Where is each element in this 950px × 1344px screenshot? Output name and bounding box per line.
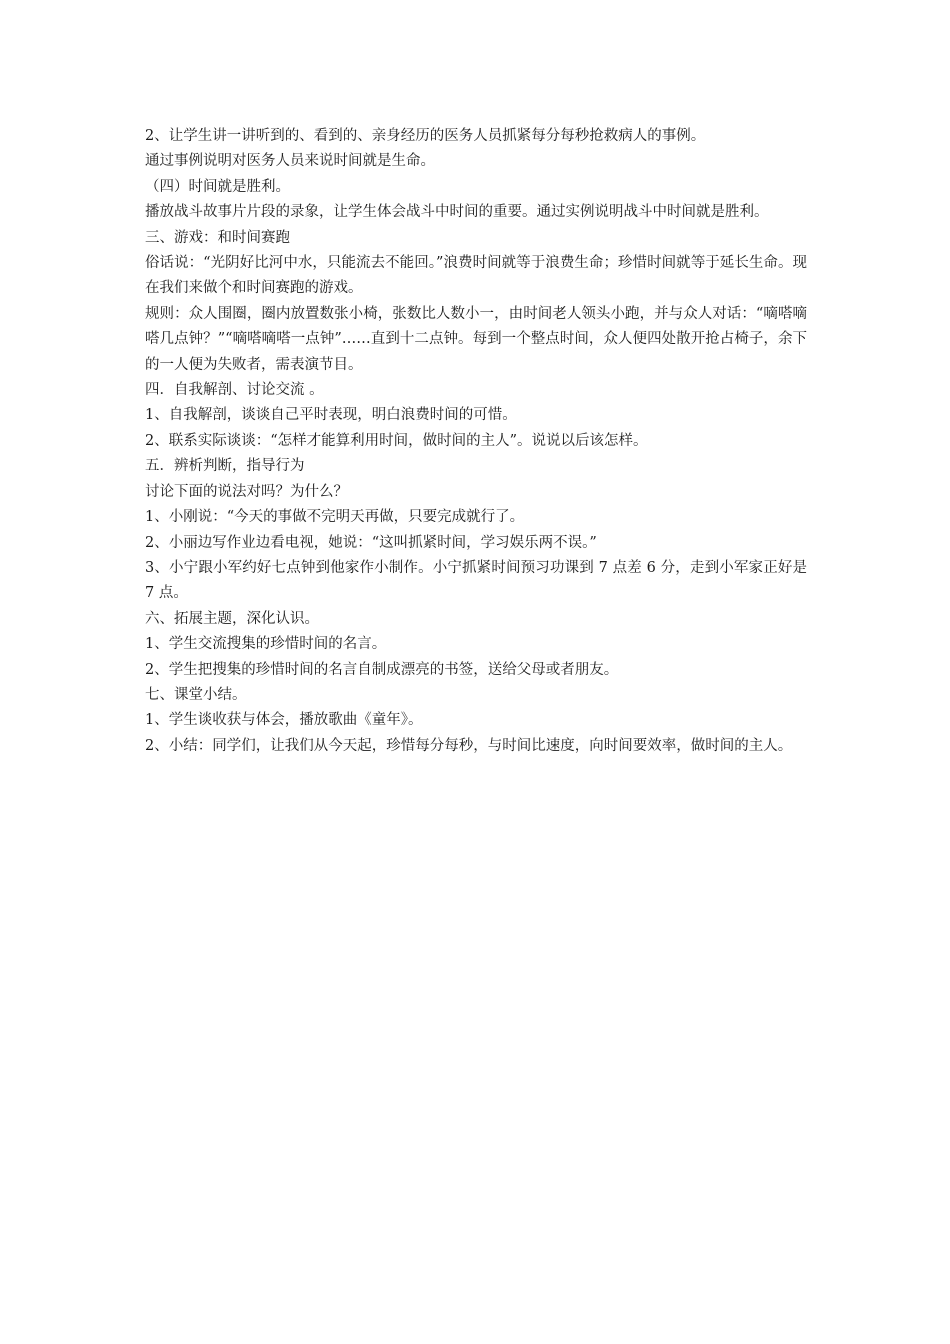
section-heading: 三、游戏：和时间赛跑 bbox=[145, 229, 290, 246]
section-heading: 六、拓展主题，深化认识。 bbox=[145, 610, 319, 627]
list-item: 2、小丽边写作业边看电视，她说：“这叫抓紧时间，学习娱乐两不误。” bbox=[145, 534, 597, 551]
document-body bbox=[145, 124, 807, 759]
section-heading: 五．辨析判断，指导行为 bbox=[145, 458, 305, 475]
section-heading: （四）时间就是胜利。 bbox=[145, 178, 290, 195]
paragraph: 俗话说：“光阴好比河中水，只能流去不能回。”浪费时间就等于浪费生命；珍惜时间就等于延长生命。现在我们来做个和时间赛跑的游戏。 bbox=[145, 255, 807, 297]
section-heading: 四．自我解剖、讨论交流 。 bbox=[145, 382, 324, 399]
paragraph: 通过事例说明对医务人员来说时间就是生命。 bbox=[145, 153, 435, 170]
list-item: 1、自我解剖，谈谈自己平时表现，明白浪费时间的可惜。 bbox=[145, 407, 517, 424]
list-item: 1、学生谈收获与体会，播放歌曲《童年》。 bbox=[145, 712, 423, 729]
list-item: 1、小刚说：“今天的事做不完明天再做，只要完成就行了。 bbox=[145, 509, 525, 526]
list-item: 2、小结：同学们，让我们从今天起，珍惜每分每秒，与时间比速度，向时间要效率，做时间的主人。 bbox=[145, 737, 793, 754]
paragraph: 播放战斗故事片片段的录象，让学生体会战斗中时间的重要。通过实例说明战斗中时间就是胜利。 bbox=[145, 204, 769, 221]
list-item: 2、学生把搜集的珍惜时间的名言自制成漂亮的书签，送给父母或者朋友。 bbox=[145, 661, 619, 678]
list-item: 1、学生交流搜集的珍惜时间的名言。 bbox=[145, 636, 387, 653]
section-heading: 七、课堂小结。 bbox=[145, 686, 247, 703]
paragraph: 2、让学生讲一讲听到的、看到的、亲身经历的医务人员抓紧每分每秒抢救病人的事例。 bbox=[145, 128, 706, 144]
list-item: 3、小宁跟小军约好七点钟到他家作小制作。小宁抓紧时间预习功课到 7 点差 6 分，走到小军家正好是 7 点。 bbox=[145, 559, 807, 602]
list-item: 2、联系实际谈谈：“怎样才能算利用时间，做时间的主人”。说说以后该怎样。 bbox=[145, 432, 648, 449]
paragraph: 讨论下面的说法对吗？为什么？ bbox=[145, 483, 348, 500]
paragraph: 规则：众人围圈，圈内放置数张小椅，张数比人数小一，由时间老人领头小跑，并与众人对话：“嘀嗒嘀嗒几点钟？”“嘀嗒嘀嗒一点钟”……直到十二点钟。每到一个整点时间，众人便四处散开抢占椅子，余下的一人便为失败者，需表演节目。 bbox=[145, 305, 807, 373]
